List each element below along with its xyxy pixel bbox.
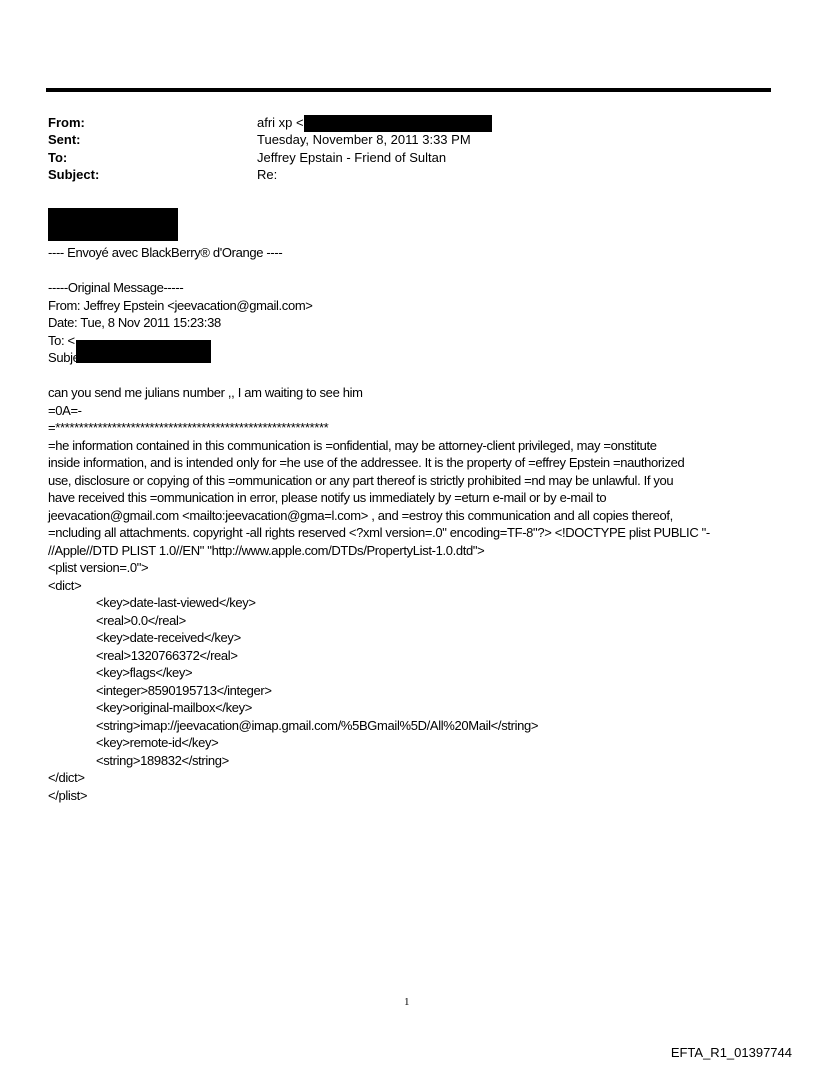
subject-row <box>48 166 492 183</box>
email-header <box>48 114 492 184</box>
orig-to: To: < <box>48 332 75 348</box>
bates-number: EFTA_R1_01397744 <box>670 1045 792 1060</box>
text-line: use, disclosure or copying of this =ommunication or any part thereof is strictly prohibited =nd may be unlawful. If you <box>48 472 674 488</box>
orig-subject: Subject: <box>48 350 93 365</box>
from-value: afri xp < <box>257 115 304 130</box>
sent-value: Tuesday, November 8, 2011 3:33 PM <box>257 132 471 148</box>
text-line: </plist> <box>48 787 88 803</box>
text-line: <key>flags</key> <box>96 665 193 680</box>
to-label: To: <box>48 149 68 165</box>
text-line: <key>original-mailbox</key> <box>96 700 253 715</box>
plist-items <box>48 594 788 769</box>
email-body <box>48 244 788 804</box>
from-label: From: <box>48 115 85 130</box>
text-line: <dict> <box>48 577 82 593</box>
redaction <box>304 115 492 132</box>
text-line: <plist version=.0"> <box>48 560 149 575</box>
from-row <box>48 114 492 131</box>
text-line: <key>date-received</key> <box>96 630 241 645</box>
text-line: </dict> <box>48 770 85 785</box>
disclaimer <box>48 437 788 595</box>
original-message-header: -----Original Message----- <box>48 280 184 295</box>
text-line: =ncluding all attachments. copyright -all rights reserved <?xml version=.0" encoding=TF-8"?> <!DOCTYPE plist PUBLIC "- <box>48 525 710 540</box>
sent-row <box>48 131 492 148</box>
plist-closing <box>48 769 788 804</box>
encoded-text: =0A=- <box>48 402 82 418</box>
text-line: <real>0.0</real> <box>96 612 186 628</box>
sent-label: Sent: <box>48 132 81 148</box>
to-value: Jeffrey Epstain - Friend of Sultan <box>257 149 447 165</box>
subject-value: Re: <box>257 167 278 183</box>
text-line: inside information, and is intended only for =he use of the addressee. It is the property of =effrey Epstein =nauthorized <box>48 455 685 470</box>
orig-from: From: Jeffrey Epstein <jeevacation@gmail.com> <box>48 297 313 313</box>
signature: ---- Envoyé avec BlackBerry® d'Orange ---- <box>48 245 283 260</box>
text-line: <key>remote-id</key> <box>96 735 219 750</box>
text-line: <string>189832</string> <box>96 752 229 768</box>
message-text: can you send me julians number ,, I am waiting to see him <box>48 385 363 400</box>
redaction <box>48 208 178 241</box>
text-line: jeevacation@gmail.com <mailto:jeevacation@gma=l.com> , and =estroy this communication and all copies thereof, <box>48 507 673 523</box>
separator-stars: =********************************************************** <box>48 420 329 435</box>
subject-label: Subject: <box>48 167 100 183</box>
text-line: =he information contained in this communication is =onfidential, may be attorney-client privileged, may =onstitute <box>48 437 657 453</box>
text-line: <key>date-last-viewed</key> <box>96 595 256 610</box>
orig-date: Date: Tue, 8 Nov 2011 15:23:38 <box>48 315 221 330</box>
header-rule <box>46 88 771 92</box>
text-line: <real>1320766372</real> <box>96 647 238 663</box>
text-line: <integer>8590195713</integer> <box>96 682 272 698</box>
text-line: have received this =ommunication in error, please notify us immediately by =eturn e-mail or by e-mail to <box>48 490 607 505</box>
text-line: //Apple//DTD PLIST 1.0//EN" "http://www.apple.com/DTDs/PropertyList-1.0.dtd"> <box>48 542 485 558</box>
to-row <box>48 149 492 166</box>
page-number: 1 <box>404 996 410 1008</box>
text-line: <string>imap://jeevacation@imap.gmail.com/%5BGmail%5D/All%20Mail</string> <box>96 717 539 733</box>
